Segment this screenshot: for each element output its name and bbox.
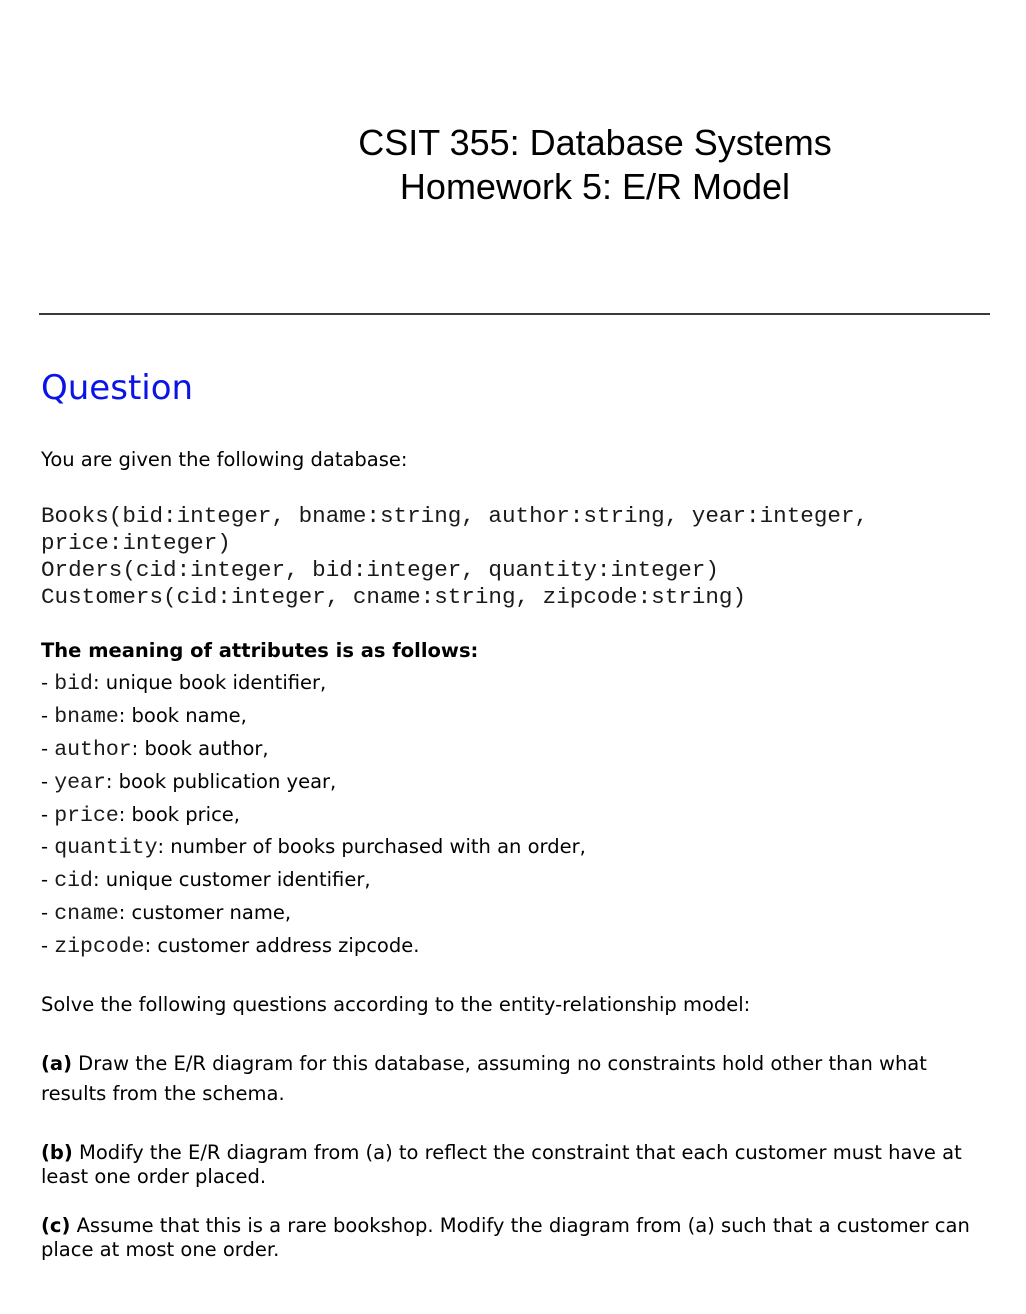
attribute-item: - quantity: number of books purchased with an order, — [41, 835, 586, 861]
question-intro: You are given the following database: — [41, 448, 408, 471]
attribute-description: : number of books purchased with an order, — [157, 835, 586, 859]
attribute-description: : book price, — [118, 802, 240, 826]
attribute-description: : unique customer identifier, — [92, 868, 371, 892]
part-label: (a) — [41, 1052, 72, 1075]
document-title-block — [358, 121, 832, 209]
database-schema — [41, 503, 868, 611]
attribute-name: year — [54, 770, 106, 795]
attribute-description: : customer name, — [118, 901, 292, 925]
attribute-name: price — [54, 803, 119, 828]
attribute-name: cname — [54, 902, 119, 927]
schema-line-books: Books(bid:integer, bname:string, author:string, year:integer, — [41, 503, 869, 529]
part-label: (b) — [41, 1141, 73, 1164]
attribute-name: cid — [54, 869, 93, 894]
question-heading: Question — [41, 368, 194, 408]
attribute-item: - year: book publication year, — [41, 769, 337, 795]
attributes-heading: The meaning of attributes is as follows: — [41, 639, 479, 662]
homework-title: Homework 5: E/R Model — [399, 166, 791, 207]
course-title: CSIT 355: Database Systems — [358, 122, 832, 163]
question-part-b — [41, 1141, 971, 1189]
attribute-name: bname — [54, 704, 119, 729]
attribute-item: - zipcode: customer address zipcode. — [41, 934, 420, 960]
attribute-list — [41, 667, 586, 963]
attribute-item: - author: book author, — [41, 736, 269, 762]
schema-line-customers: Customers(cid:integer, cname:string, zipcode:string) — [41, 584, 747, 610]
attribute-name: bid — [54, 672, 93, 696]
question-part-c — [41, 1214, 971, 1262]
attribute-name: author — [54, 737, 132, 762]
schema-line-books-cont: price:integer) — [41, 530, 231, 556]
schema-line-orders: Orders(cid:integer, bid:integer, quantity:integer) — [41, 557, 719, 583]
attribute-description: : book publication year, — [105, 769, 337, 793]
part-text: Draw the E/R diagram for this database, assuming no constraints hold other than what results from the schema. — [41, 1052, 927, 1105]
attribute-item: - bid: unique book identifier, — [41, 671, 327, 696]
attribute-item: - bname: book name, — [41, 703, 247, 729]
attribute-item: - cname: customer name, — [41, 901, 292, 927]
attribute-name: zipcode — [54, 935, 145, 960]
horizontal-divider — [39, 313, 990, 315]
instruction-text: Solve the following questions according to the entity-relationship model: — [41, 993, 751, 1016]
attribute-description: : book name, — [118, 703, 247, 727]
attribute-description: : customer address zipcode. — [144, 934, 420, 958]
question-part-a — [41, 1049, 971, 1109]
attribute-name: quantity — [54, 836, 158, 861]
part-label: (c) — [41, 1214, 71, 1237]
attribute-item: - price: book price, — [41, 802, 240, 828]
attribute-description: : unique book identifier, — [92, 671, 327, 694]
part-text: Assume that this is a rare bookshop. Modify the diagram from (a) such that a customer can place at most one order. — [41, 1214, 970, 1261]
part-text: Modify the E/R diagram from (a) to reflect the constraint that each customer must have at least one order placed. — [41, 1141, 962, 1188]
attribute-description: : book author, — [131, 736, 269, 760]
attribute-item: - cid: unique customer identifier, — [41, 868, 371, 894]
